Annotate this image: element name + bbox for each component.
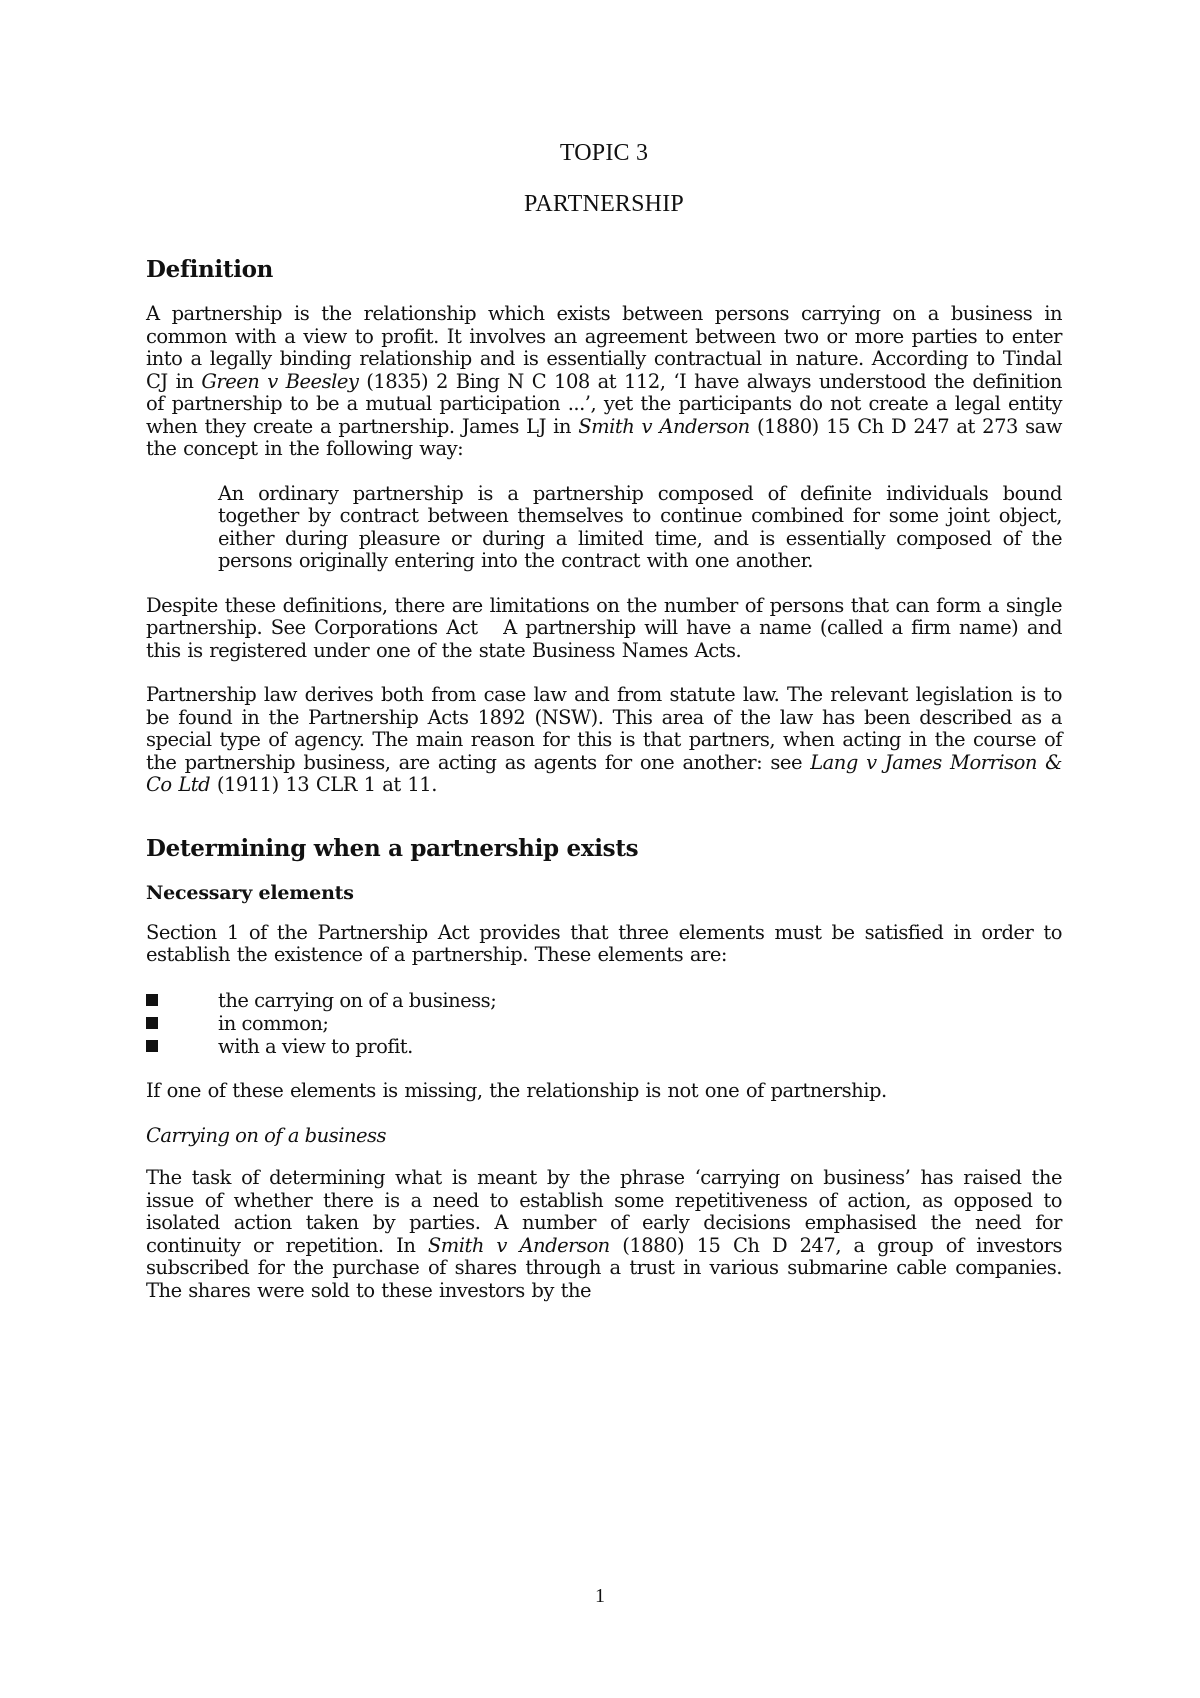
case-citation: Smith v Anderson — [578, 414, 750, 438]
case-citation: Lang v James Morrison & Co Ltd — [146, 750, 1062, 796]
list-item-text: in common; — [218, 1011, 329, 1035]
determining-heading: Determining when a partnership exists — [146, 834, 639, 862]
text-run: A partnership is the relationship which exists between persons carrying on a business in common with a view to profit. It involves an agreement between two or more parties to enter into a legally binding relationship and is essentially contractual in nature. According to Tindal CJ in — [146, 302, 1062, 393]
square-bullet-icon — [146, 1017, 158, 1029]
list-item-text: with a view to profit. — [218, 1034, 413, 1058]
square-bullet-icon — [146, 1040, 158, 1052]
list-item-text: the carrying on of a business; — [218, 988, 497, 1012]
definition-paragraph-3 — [146, 684, 1062, 797]
definition-paragraph-1 — [146, 303, 1062, 461]
elements-intro-paragraph: Section 1 of the Partnership Act provides that three elements must be satisfied in order to establish the existence of a partnership. These elements are: — [146, 920, 1062, 966]
elements-list — [146, 989, 1062, 1058]
list-item — [146, 989, 1062, 1012]
text-run: The task of determining what is meant by the phrase ‘carrying on business’ has raised the issue of whether there is a need to establish some repetitiveness of action, as opposed to isolated action taken by parties. A number of early decisions emphasised the need for continuity or repetition. In — [146, 1166, 1062, 1257]
case-citation: Green v Beesley — [201, 369, 359, 393]
block-quote: An ordinary partnership is a partnership composed of definite individuals bound together by contract between themselves to continue combined for some joint object, either during pleasure or during a limited time, and is essentially composed of the persons originally entering into the contract with one another. — [218, 481, 1062, 572]
text-run: (1835) 2 Bing N C 108 at 112, ‘I have always understood the definition of partnership to be a mutual participation ...’, yet the participants do not create a legal entity when they create a partnership. James LJ in — [146, 369, 1062, 438]
carrying-on-business-heading: Carrying on of a business — [146, 1124, 387, 1147]
text-run: Partnership law derives both from case law and from statute law. The relevant legislation is to be found in the Partnership Acts 1892 (NSW). This area of the law has been described as a special type of agency. The main reason for this is that partners, when acting in the course of the partnership business, are acting as agents for one another: see — [146, 683, 1062, 774]
text-run: (1880) 15 Ch D 247 at 273 saw the concept in the following way: — [146, 414, 1062, 460]
topic-number: TOPIC 3 — [559, 140, 649, 166]
carrying-on-business-paragraph — [146, 1167, 1062, 1302]
missing-element-paragraph: If one of these elements is missing, the relationship is not one of partnership. — [146, 1078, 887, 1102]
list-item — [146, 1012, 1062, 1035]
document-title: PARTNERSHIP — [524, 191, 684, 217]
text-run: (1880) 15 Ch D 247, a group of investors subscribed for the purchase of shares through a trust in various submarine cable companies. The shares were sold to these investors by the — [146, 1233, 1063, 1302]
document-page — [146, 140, 1069, 1324]
page-number: 1 — [595, 1585, 605, 1607]
case-citation: Smith v Anderson — [427, 1233, 610, 1257]
list-item — [146, 1035, 1062, 1058]
definition-paragraph-2: Despite these definitions, there are limitations on the number of persons that can form a single partnership. See Corporations Act A partnership will have a name (called a firm name) and this is registered under one of the state Business Names Acts. — [146, 593, 1069, 662]
square-bullet-icon — [146, 994, 158, 1006]
definition-heading: Definition — [146, 256, 274, 283]
text-run: (1911) 13 CLR 1 at 11. — [210, 773, 437, 796]
necessary-elements-heading: Necessary elements — [146, 881, 354, 904]
